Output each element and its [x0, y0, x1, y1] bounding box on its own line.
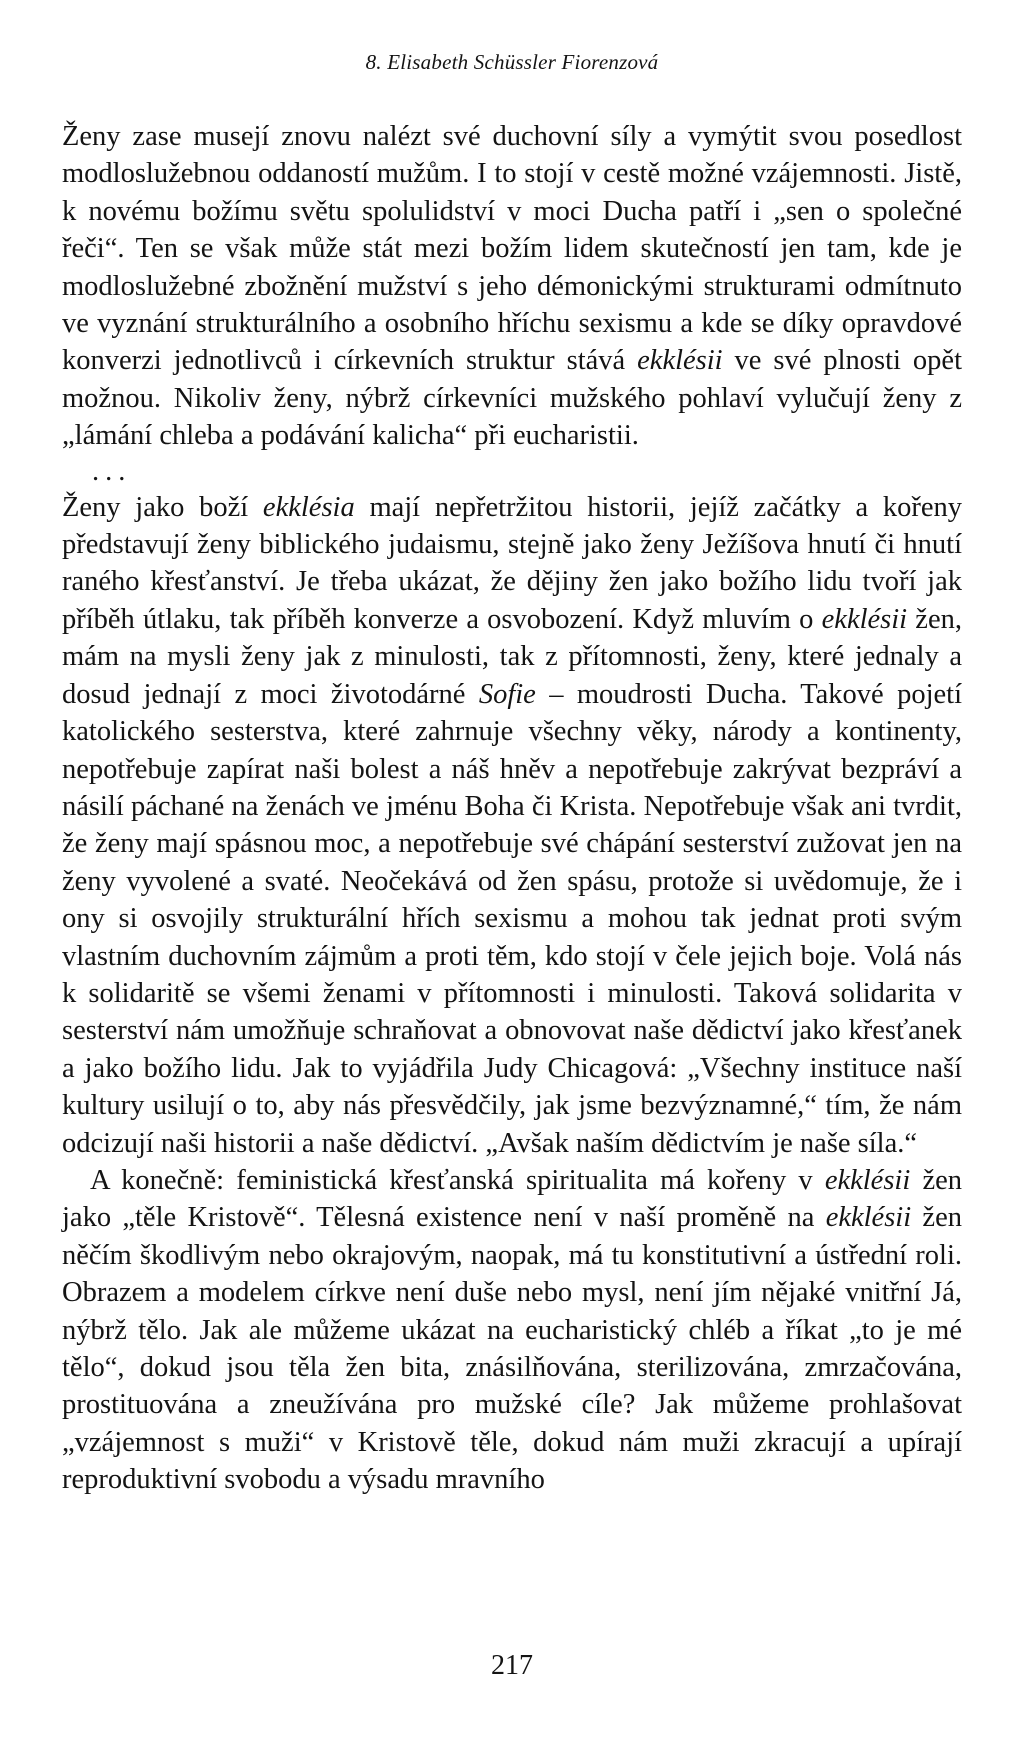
paragraph-2-text-4: – moudrosti Ducha. Takové pojetí katolického sesterstva, které zahrnuje všechny věky, národy a kontinenty, nepotřebuje zapírat naši bolest a náš hněv a nepotřebuje zakrývat bezpráví a násilí páchané na ženách ve jménu Boha či Krista. Nepotřebuje však ani tvrdit, že ženy mají spásnou moc, a nepotřebuje své chápání sesterství zužovat jen na ženy vyvolené a svaté. Neočekává od žen spásu, protože si uvědomuje, že i ony si osvojily strukturální hřích sexismu a mohou tak jednat proti svým vlastním duchovním zájmům a proti těm, kdo stojí v čele jejich boje. Volá nás k solidaritě se všemi ženami v přítomnosti i minulosti. Taková solidarita v sesterství nám umožňuje schraňovat a obnovovat naše dědictví jako křesťanek a jako božího lidu. Jak to vyjádřila Judy Chicagová: „Všechny instituce naší kultury usilují o to, aby nás přesvědčily, jak jsme bezvýznamné,“ tím, že nám odcizují naši historii a naše dědictví. „Avšak naším dědictvím je naše síla.“ [62, 678, 963, 1159]
paragraph-2-italic-2: ekklésii [821, 603, 908, 635]
running-head: 8. Elisabeth Schüssler Fiorenzová [365, 50, 659, 74]
paragraph-3-italic-1: ekklésii [824, 1164, 911, 1196]
paragraph-3-italic-2: ekklésii [825, 1202, 912, 1234]
paragraph-1-text-1: Ženy zase musejí znovu nalézt své duchovní síly a vymýtit svou posedlost modloslužebnou oddaností mužům. I to stojí v cestě možné vzájemnosti. Jistě, k novému božímu světu spolulidství v moci Ducha patří i „sen o společné řeči“. Ten se však může stát mezi božím lidem skutečností jen tam, kde je modloslužebné zbožnění mužství s jeho démonickými strukturami odmítnuto ve vyznání strukturálního a osobního hříchu sexismu a kde se díky opravdové konverzi jednotlivců i církevních struktur stává [62, 121, 962, 377]
paragraph-2-italic-1: ekklésia [262, 491, 355, 523]
ellipsis-separator: ... [92, 455, 132, 487]
paragraph-3 [62, 1162, 962, 1499]
paragraph-2 [62, 489, 962, 1162]
paragraph-2-italic-3: Sofie [478, 678, 536, 710]
paragraph-3-text-1: A konečně: feministická křesťanská spiritualita má kořeny v [90, 1164, 825, 1196]
paragraph-1-italic-1: ekklésii [637, 345, 723, 377]
page-number: 217 [491, 1650, 533, 1681]
paragraph-3-text-2: žen jako „těle Kristově“. Tělesná existence není v naší proměně na [62, 1164, 962, 1234]
body-text [62, 118, 962, 1499]
paragraph-3-text-3: žen něčím škodlivým nebo okrajovým, naopak, má tu konstitutivní a ústřední roli. Obrazem a modelem církve není duše nebo mysl, není jím nějaké vnitřní Já, nýbrž tělo. Jak ale můžeme ukázat na eucharistický chléb a říkat „to je mé tělo“, dokud jsou těla žen bita, znásilňována, sterilizována, zmrzačována, prostituována a zneužívána pro mužské cíle? Jak můžeme prohlašovat „vzájemnost s muži“ v Kristově těle, dokud nám muži zkracují a upírají reproduktivní svobodu a výsadu mravního [62, 1202, 962, 1496]
paragraph-2-text-2: mají nepřetržitou historii, jejíž začátky a kořeny představují ženy biblického judaismu, stejně jako ženy Ježíšova hnutí či hnutí raného křesťanství. Je třeba ukázat, že dějiny žen jako božího lidu tvoří jak příběh útlaku, tak příběh konverze a osvobození. Když mluvím o [62, 491, 962, 635]
paragraph-1-text-2: ve své plnosti opět možnou. Nikoliv ženy, nýbrž církevníci mužského pohlaví vylučují ženy z „lámání chleba a podávání kalicha“ při eucharistii. [62, 345, 963, 452]
paragraph-2-text-3: žen, mám na mysli ženy jak z minulosti, tak z přítomnosti, ženy, které jednaly a dosud jednají z moci životodárné [62, 603, 962, 710]
paragraph-1 [62, 118, 962, 455]
paragraph-2-text-1: Ženy jako boží [62, 491, 263, 523]
